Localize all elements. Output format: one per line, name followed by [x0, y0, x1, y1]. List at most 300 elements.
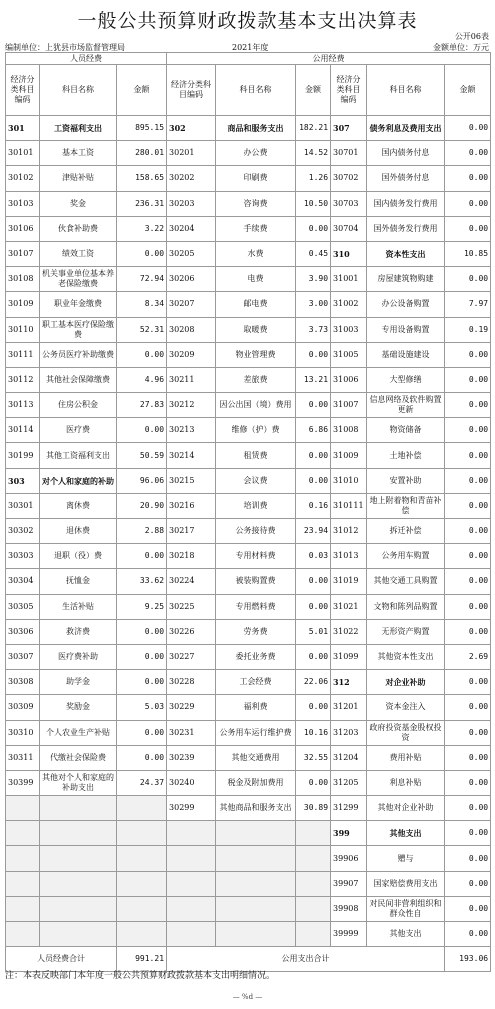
item-name-cell: 伙食补助费: [40, 216, 117, 241]
table-row: [6, 695, 491, 720]
amount-cell: 0.00: [117, 342, 167, 367]
amount-cell: 0.00: [117, 720, 167, 745]
item-name-cell: 因公出国（境）费用: [216, 393, 296, 418]
item-name-cell: 救济费: [40, 619, 117, 644]
amount-cell: 0.00: [445, 519, 491, 544]
econ-code-cell: 30302: [6, 519, 40, 544]
econ-code-cell: 30107: [6, 241, 40, 266]
econ-code-cell: 31012: [331, 519, 367, 544]
amount-cell: 52.31: [117, 317, 167, 342]
econ-code-cell: 39908: [331, 896, 367, 921]
econ-code-cell: 307: [331, 116, 367, 141]
amount-cell: 0.19: [445, 317, 491, 342]
fiscal-year: 2021年度: [232, 43, 269, 52]
empty-cell: [167, 871, 216, 896]
econ-code-cell: 30225: [167, 594, 216, 619]
amount-cell: 3.00: [296, 292, 331, 317]
empty-cell: [117, 922, 167, 947]
item-name-cell: 培训费: [216, 493, 296, 518]
page-title: 一般公共预算财政拨款基本支出决算表: [77, 10, 418, 32]
item-name-cell: 奖金: [40, 191, 117, 216]
empty-cell: [40, 922, 117, 947]
amount-cell: 22.06: [296, 670, 331, 695]
table-row: [6, 468, 491, 493]
econ-code-cell: 30204: [167, 216, 216, 241]
amount-cell: 0.00: [445, 871, 491, 896]
table-row: [6, 846, 491, 871]
econ-code-cell: 30206: [167, 267, 216, 292]
item-name-cell: 差旅费: [216, 367, 296, 392]
amount-cell: 1.26: [296, 166, 331, 191]
table-row: [6, 720, 491, 745]
empty-cell: [40, 821, 117, 846]
econ-code-cell: 301: [6, 116, 40, 141]
public-total-value: 193.06: [445, 947, 491, 972]
amount-cell: 96.06: [117, 468, 167, 493]
page-footer: — %d —: [232, 993, 263, 1001]
amount-cell: 0.00: [445, 846, 491, 871]
amount-cell: 0.00: [117, 644, 167, 669]
table-row: [6, 644, 491, 669]
item-name-cell: 会议费: [216, 468, 296, 493]
item-name-cell: 其他工资福利支出: [40, 443, 117, 468]
econ-code-cell: 31013: [331, 544, 367, 569]
item-name-cell: 租赁费: [216, 443, 296, 468]
empty-cell: [117, 871, 167, 896]
item-name-cell: 国内债务发行费用: [367, 191, 445, 216]
econ-code-cell: 31205: [331, 770, 367, 795]
item-name-cell: 劳务费: [216, 619, 296, 644]
amount-cell: 0.00: [296, 468, 331, 493]
empty-cell: [296, 922, 331, 947]
econ-code-cell: 30203: [167, 191, 216, 216]
empty-cell: [216, 821, 296, 846]
econ-code-cell: 30209: [167, 342, 216, 367]
item-name-cell: 其他支出: [367, 922, 445, 947]
table-row: [6, 418, 491, 443]
amount-cell: 0.00: [117, 745, 167, 770]
item-name-cell: 工资福利支出: [40, 116, 117, 141]
item-name-cell: 职业年金缴费: [40, 292, 117, 317]
empty-cell: [167, 922, 216, 947]
personnel-total-value: 991.21: [117, 947, 167, 972]
amount-cell: 0.00: [117, 418, 167, 443]
amount-cell: 13.21: [296, 367, 331, 392]
amount-cell: 0.00: [117, 241, 167, 266]
item-name-cell: 其他对企业补助: [367, 796, 445, 821]
econ-code-cell: 30301: [6, 493, 40, 518]
amount-cell: 0.00: [296, 393, 331, 418]
econ-code-cell: 30224: [167, 569, 216, 594]
empty-cell: [296, 871, 331, 896]
econ-code-cell: 303: [6, 468, 40, 493]
item-name-cell: 利息补贴: [367, 770, 445, 795]
econ-code-cell: 30701: [331, 141, 367, 166]
amount-cell: 0.00: [117, 619, 167, 644]
item-name-cell: 其他支出: [367, 821, 445, 846]
econ-code-cell: 30303: [6, 544, 40, 569]
amount-cell: 5.03: [117, 695, 167, 720]
item-name-cell: 工会经费: [216, 670, 296, 695]
econ-code-cell: 31005: [331, 342, 367, 367]
amount-cell: 0.00: [445, 821, 491, 846]
econ-code-cell: 30228: [167, 670, 216, 695]
econ-code-cell: 30212: [167, 393, 216, 418]
table-row: [6, 519, 491, 544]
table-row: [6, 896, 491, 921]
amount-cell: 0.00: [445, 342, 491, 367]
item-name-cell: 委托业务费: [216, 644, 296, 669]
item-name-cell: 资本性支出: [367, 241, 445, 266]
table-note: 注：本表反映部门本年度一般公共预算财政拨款基本支出明细情况。: [5, 971, 276, 981]
empty-cell: [216, 922, 296, 947]
item-name-cell: 地上附着物和青苗补偿: [367, 493, 445, 518]
item-name-cell: 大型修缮: [367, 367, 445, 392]
econ-code-cell: 30101: [6, 141, 40, 166]
table-row: [6, 443, 491, 468]
amount-cell: 30.89: [296, 796, 331, 821]
econ-code-cell: 310111: [331, 493, 367, 518]
item-name-cell: 房屋建筑物购建: [367, 267, 445, 292]
econ-code-cell: 30306: [6, 619, 40, 644]
table-row: [6, 821, 491, 846]
compiling-unit: 编制单位：上犹县市场监督管理局: [5, 43, 125, 52]
amount-cell: 20.90: [117, 493, 167, 518]
empty-cell: [117, 896, 167, 921]
amount-cell: 0.03: [296, 544, 331, 569]
amount-cell: 0.00: [445, 745, 491, 770]
amount-cell: 0.00: [445, 695, 491, 720]
empty-cell: [117, 796, 167, 821]
econ-code-cell: 30205: [167, 241, 216, 266]
empty-cell: [167, 821, 216, 846]
currency-unit: 金额单位：万元: [433, 43, 489, 52]
item-name-cell: 住房公积金: [40, 393, 117, 418]
amount-cell: 0.00: [445, 141, 491, 166]
item-name-cell: 医疗费补助: [40, 644, 117, 669]
item-name-cell: 被装购置费: [216, 569, 296, 594]
personnel-total-label: 人员经费合计: [6, 947, 117, 972]
item-name-cell: 对个人和家庭的补助: [40, 468, 117, 493]
empty-cell: [167, 896, 216, 921]
econ-code-cell: 31201: [331, 695, 367, 720]
name-header: 科目名称: [40, 65, 117, 116]
amount-cell: 0.00: [445, 544, 491, 569]
econ-code-cell: 31003: [331, 317, 367, 342]
table-row: [6, 216, 491, 241]
econ-code-cell: 30299: [167, 796, 216, 821]
econ-code-cell: 30704: [331, 216, 367, 241]
amount-cell: 6.86: [296, 418, 331, 443]
amount-cell: 280.01: [117, 141, 167, 166]
econ-code-cell: 30305: [6, 594, 40, 619]
amount-cell: 0.00: [117, 670, 167, 695]
amount-cell: 0.00: [445, 367, 491, 392]
item-name-cell: 商品和服务支出: [216, 116, 296, 141]
amount-cell: 0.00: [445, 619, 491, 644]
table-row: [6, 292, 491, 317]
item-name-cell: 办公费: [216, 141, 296, 166]
amount-cell: 895.15: [117, 116, 167, 141]
econ-code-cell: 31010: [331, 468, 367, 493]
amount-cell: 236.31: [117, 191, 167, 216]
item-name-cell: 手续费: [216, 216, 296, 241]
amount-cell: 10.50: [296, 191, 331, 216]
code-header: 经济分类科目编码: [6, 65, 40, 116]
amount-cell: 0.00: [445, 443, 491, 468]
item-name-cell: 专用燃料费: [216, 594, 296, 619]
item-name-cell: 国外债务付息: [367, 166, 445, 191]
table-row: [6, 594, 491, 619]
amount-cell: 0.45: [296, 241, 331, 266]
econ-code-cell: 30114: [6, 418, 40, 443]
item-name-cell: 安置补助: [367, 468, 445, 493]
item-name-cell: 无形资产购置: [367, 619, 445, 644]
econ-code-cell: 31022: [331, 619, 367, 644]
econ-code-cell: 30240: [167, 770, 216, 795]
item-name-cell: 国内债务付息: [367, 141, 445, 166]
item-name-cell: 信息网络及软件购置更新: [367, 393, 445, 418]
amount-cell: 0.00: [445, 216, 491, 241]
name-header: 科目名称: [367, 65, 445, 116]
empty-cell: [296, 821, 331, 846]
item-name-cell: 国家赔偿费用支出: [367, 871, 445, 896]
table-row: [6, 670, 491, 695]
item-name-cell: 税金及附加费用: [216, 770, 296, 795]
empty-cell: [167, 846, 216, 871]
econ-code-cell: 30310: [6, 720, 40, 745]
item-name-cell: 绩效工资: [40, 241, 117, 266]
amount-cell: 2.88: [117, 519, 167, 544]
econ-code-cell: 31099: [331, 644, 367, 669]
expenditure-table: [5, 52, 491, 972]
table-row: [6, 166, 491, 191]
amount-cell: 72.94: [117, 267, 167, 292]
item-name-cell: 办公设备购置: [367, 292, 445, 317]
econ-code-cell: 30229: [167, 695, 216, 720]
econ-code-cell: 30217: [167, 519, 216, 544]
econ-code-cell: 39999: [331, 922, 367, 947]
table-row: [6, 745, 491, 770]
item-name-cell: 公务用车运行维护费: [216, 720, 296, 745]
amount-cell: 0.00: [445, 796, 491, 821]
amount-cell: 0.00: [445, 116, 491, 141]
amount-cell: 0.00: [296, 569, 331, 594]
amount-cell: 3.22: [117, 216, 167, 241]
item-name-cell: 其他社会保障缴费: [40, 367, 117, 392]
item-name-cell: 电费: [216, 267, 296, 292]
amount-cell: 33.62: [117, 569, 167, 594]
econ-code-cell: 31008: [331, 418, 367, 443]
econ-code-cell: 30103: [6, 191, 40, 216]
item-name-cell: 邮电费: [216, 292, 296, 317]
item-name-cell: 助学金: [40, 670, 117, 695]
item-name-cell: 津贴补贴: [40, 166, 117, 191]
table-row: [6, 544, 491, 569]
econ-code-cell: 31001: [331, 267, 367, 292]
code-header: 经济分类科目编码: [331, 65, 367, 116]
econ-code-cell: 30213: [167, 418, 216, 443]
econ-code-cell: 30215: [167, 468, 216, 493]
item-name-cell: 水费: [216, 241, 296, 266]
econ-code-cell: 31006: [331, 367, 367, 392]
econ-code-cell: 31204: [331, 745, 367, 770]
econ-code-cell: 30216: [167, 493, 216, 518]
item-name-cell: 职工基本医疗保险缴费: [40, 317, 117, 342]
amount-cell: 0.00: [296, 342, 331, 367]
econ-code-cell: 399: [331, 821, 367, 846]
item-name-cell: 退职（役）费: [40, 544, 117, 569]
item-name-cell: 其他商品和服务支出: [216, 796, 296, 821]
amount-cell: 182.21: [296, 116, 331, 141]
table-row: [6, 569, 491, 594]
empty-cell: [296, 896, 331, 921]
item-name-cell: 维修（护）费: [216, 418, 296, 443]
item-name-cell: 其他资本性支出: [367, 644, 445, 669]
econ-code-cell: 31009: [331, 443, 367, 468]
table-row: [6, 871, 491, 896]
econ-code-cell: 31002: [331, 292, 367, 317]
item-name-cell: 基本工资: [40, 141, 117, 166]
item-name-cell: 其他交通费用: [216, 745, 296, 770]
amount-cell: 27.83: [117, 393, 167, 418]
empty-cell: [216, 896, 296, 921]
econ-code-cell: 30227: [167, 644, 216, 669]
table-row: [6, 317, 491, 342]
empty-cell: [216, 871, 296, 896]
econ-code-cell: 30208: [167, 317, 216, 342]
amount-cell: 10.85: [445, 241, 491, 266]
amount-header: 金额: [117, 65, 167, 116]
econ-code-cell: 30207: [167, 292, 216, 317]
amount-cell: 23.94: [296, 519, 331, 544]
econ-code-cell: 30106: [6, 216, 40, 241]
item-name-cell: 机关事业单位基本养老保险缴费: [40, 267, 117, 292]
item-name-cell: 基础设施建设: [367, 342, 445, 367]
item-name-cell: 生活补贴: [40, 594, 117, 619]
econ-code-cell: 30199: [6, 443, 40, 468]
econ-code-cell: 30703: [331, 191, 367, 216]
table-row: [6, 493, 491, 518]
empty-cell: [6, 796, 40, 821]
amount-cell: 158.65: [117, 166, 167, 191]
item-name-cell: 代缴社会保险费: [40, 745, 117, 770]
item-name-cell: 退休费: [40, 519, 117, 544]
table-number: 公开06表: [454, 32, 489, 41]
empty-cell: [40, 871, 117, 896]
item-name-cell: 物资储备: [367, 418, 445, 443]
econ-code-cell: 31203: [331, 720, 367, 745]
econ-code-cell: 39907: [331, 871, 367, 896]
amount-cell: 0.00: [445, 191, 491, 216]
econ-code-cell: 30231: [167, 720, 216, 745]
amount-cell: 3.73: [296, 317, 331, 342]
item-name-cell: 资本金注入: [367, 695, 445, 720]
econ-code-cell: 31299: [331, 796, 367, 821]
item-name-cell: 离休费: [40, 493, 117, 518]
item-name-cell: 公务用车购置: [367, 544, 445, 569]
amount-cell: 7.97: [445, 292, 491, 317]
econ-code-cell: 30108: [6, 267, 40, 292]
amount-cell: 8.34: [117, 292, 167, 317]
item-name-cell: 国外债务发行费用: [367, 216, 445, 241]
item-name-cell: 物业管理费: [216, 342, 296, 367]
amount-cell: 0.00: [296, 644, 331, 669]
item-name-cell: 公务员医疗补助缴费: [40, 342, 117, 367]
name-header: 科目名称: [216, 65, 296, 116]
empty-cell: [216, 846, 296, 871]
amount-cell: 2.69: [445, 644, 491, 669]
amount-header: 金额: [296, 65, 331, 116]
empty-cell: [40, 896, 117, 921]
amount-cell: 0.00: [445, 166, 491, 191]
item-name-cell: 福利费: [216, 695, 296, 720]
item-name-cell: 专用设备购置: [367, 317, 445, 342]
item-name-cell: 公务接待费: [216, 519, 296, 544]
econ-code-cell: 31007: [331, 393, 367, 418]
public-header: 公用经费: [167, 53, 491, 65]
amount-cell: 0.00: [445, 720, 491, 745]
empty-cell: [40, 796, 117, 821]
table-row: [6, 267, 491, 292]
econ-code-cell: 31019: [331, 569, 367, 594]
amount-cell: 0.00: [445, 922, 491, 947]
econ-code-cell: 30702: [331, 166, 367, 191]
item-name-cell: 费用补贴: [367, 745, 445, 770]
item-name-cell: 对企业补助: [367, 670, 445, 695]
table-row: [6, 367, 491, 392]
amount-header: 金额: [445, 65, 491, 116]
empty-cell: [296, 846, 331, 871]
econ-code-cell: 31021: [331, 594, 367, 619]
item-name-cell: 对民间非营利组织和群众性自: [367, 896, 445, 921]
amount-cell: 0.00: [445, 418, 491, 443]
econ-code-cell: 30311: [6, 745, 40, 770]
amount-cell: 0.00: [296, 216, 331, 241]
empty-cell: [6, 871, 40, 896]
econ-code-cell: 312: [331, 670, 367, 695]
table-row: [6, 191, 491, 216]
econ-code-cell: 302: [167, 116, 216, 141]
amount-cell: 0.00: [296, 594, 331, 619]
econ-code-cell: 30308: [6, 670, 40, 695]
amount-cell: 3.90: [296, 267, 331, 292]
item-name-cell: 奖励金: [40, 695, 117, 720]
table-row: [6, 116, 491, 141]
public-total-label: 公用支出合计: [167, 947, 445, 972]
econ-code-cell: 30113: [6, 393, 40, 418]
item-name-cell: 拆迁补偿: [367, 519, 445, 544]
econ-code-cell: 30109: [6, 292, 40, 317]
amount-cell: 0.00: [445, 569, 491, 594]
personnel-header: 人员经费: [6, 53, 167, 65]
item-name-cell: 土地补偿: [367, 443, 445, 468]
econ-code-cell: 39906: [331, 846, 367, 871]
table-row: [6, 342, 491, 367]
item-name-cell: 个人农业生产补贴: [40, 720, 117, 745]
econ-code-cell: 30111: [6, 342, 40, 367]
item-name-cell: 文物和陈列品购置: [367, 594, 445, 619]
empty-cell: [6, 896, 40, 921]
code-header: 经济分类科目编码: [167, 65, 216, 116]
empty-cell: [117, 846, 167, 871]
amount-cell: 0.00: [296, 770, 331, 795]
amount-cell: 0.00: [296, 695, 331, 720]
item-name-cell: 取暖费: [216, 317, 296, 342]
table-row: [6, 770, 491, 795]
table-row: [6, 619, 491, 644]
amount-cell: 0.00: [296, 443, 331, 468]
